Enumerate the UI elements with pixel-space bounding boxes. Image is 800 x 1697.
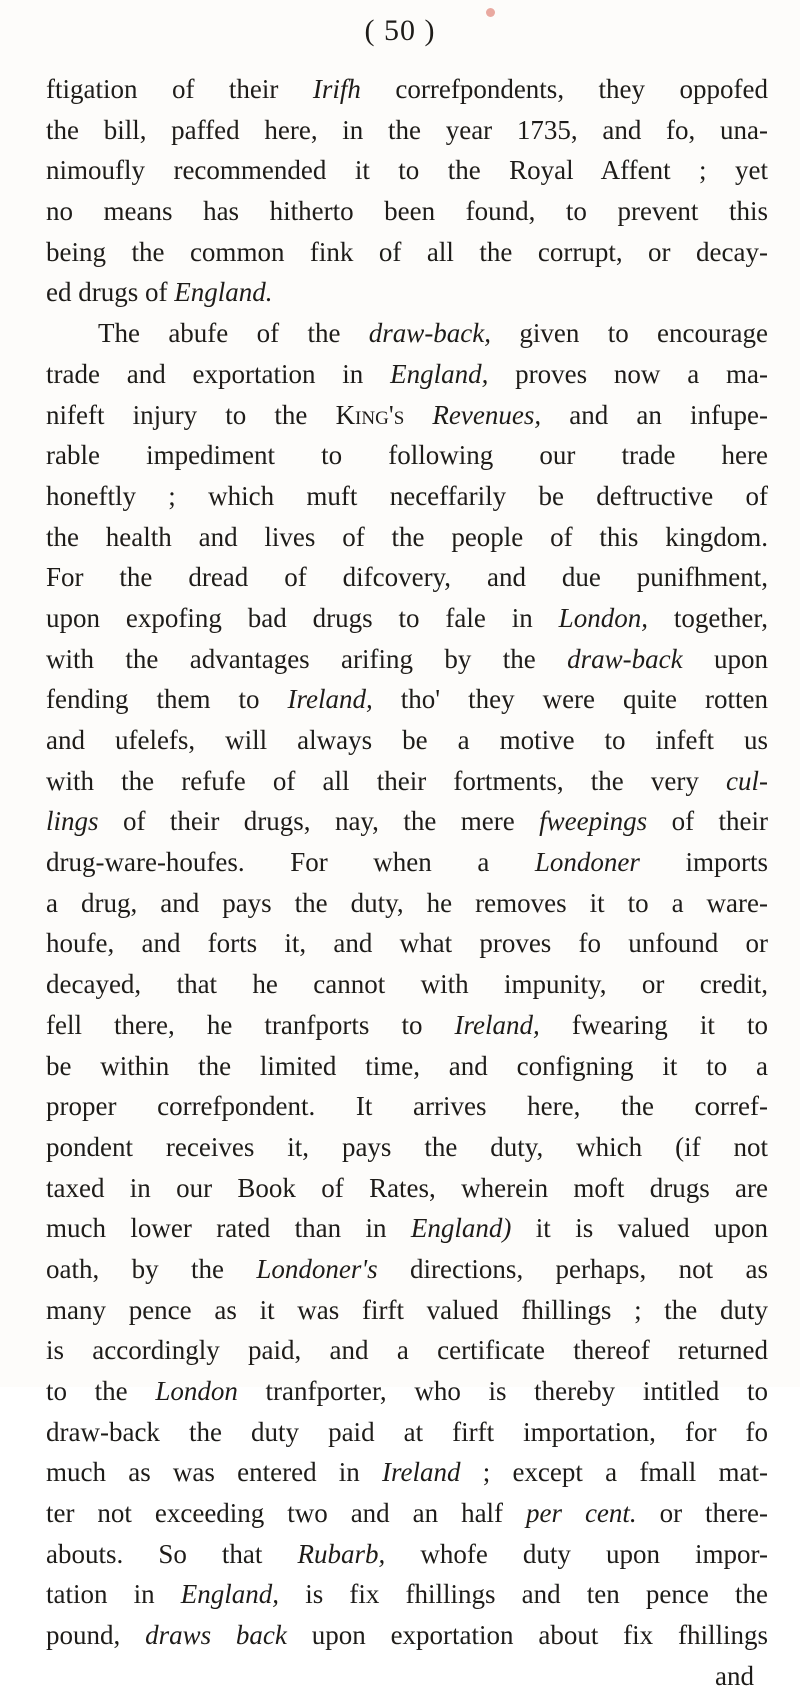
text-segment: and ufelefs, will always be a motive to infeft us xyxy=(46,725,768,755)
text-segment: and an infupe- xyxy=(541,399,769,430)
text-segment: proper correfpondent. It arrives here, the corref- xyxy=(46,1091,768,1122)
text-line xyxy=(46,639,768,680)
text-segment: directions, perhaps, not as xyxy=(377,1253,768,1284)
text-line xyxy=(46,1168,768,1209)
text-line xyxy=(46,801,768,842)
text-segment: correfpondents, they oppofed xyxy=(360,74,768,104)
text-line xyxy=(46,354,768,395)
text-segment: being the common fink of all the corrupt, or decay- xyxy=(46,236,768,267)
italic-text: Rubarb, xyxy=(297,1538,386,1569)
text-segment: proves now a ma- xyxy=(488,358,768,389)
text-line xyxy=(46,1574,768,1615)
italic-text: draw-back, xyxy=(368,318,492,349)
italic-text: Ireland, xyxy=(287,684,373,715)
text-segment: pound, xyxy=(46,1620,146,1651)
text-line xyxy=(46,1615,768,1656)
text-line xyxy=(46,1046,768,1087)
text-segment: upon expofing bad drugs to fale in xyxy=(46,602,559,633)
italic-text: England) xyxy=(410,1213,512,1244)
text-segment: houfe, and forts it, and what proves fo unfound or xyxy=(46,928,768,959)
text-segment: many pence as it was firft valued fhillings ; the duty xyxy=(46,1294,768,1325)
text-segment: ftigation of their xyxy=(46,74,313,104)
text-segment: ; except a fmall mat- xyxy=(460,1457,768,1488)
catchword: and xyxy=(715,1660,754,1691)
text-line xyxy=(46,1330,768,1371)
small-caps-text: King's xyxy=(335,399,405,430)
text-line xyxy=(46,1290,768,1331)
text-segment: tho' they were quite rotten xyxy=(372,684,769,715)
text-segment: upon xyxy=(682,643,768,674)
text-segment xyxy=(404,400,432,430)
text-segment: with the advantages arifing by the xyxy=(46,643,568,674)
text-line xyxy=(46,1127,768,1168)
text-line xyxy=(46,110,768,151)
text-segment: to the xyxy=(46,1376,156,1406)
text-line xyxy=(46,761,768,802)
text-segment: The abufe of the xyxy=(98,318,369,349)
text-segment: no means has hitherto been found, to prevent this xyxy=(46,196,768,227)
text-line xyxy=(46,232,768,273)
text-line xyxy=(46,150,768,191)
text-segment: upon exportation about fix fhillings xyxy=(286,1620,768,1651)
text-segment: taxed in our Book of Rates, wherein moft drugs are xyxy=(46,1172,768,1203)
text-segment: For the dread of difcovery, and due punifhment, xyxy=(46,562,768,593)
text-line xyxy=(46,1534,768,1575)
text-segment: ter not exceeding two and an half xyxy=(46,1498,526,1529)
text-segment: a drug, and pays the duty, he removes it to a ware- xyxy=(46,887,768,918)
text-segment: drug-ware-houfes. For when a xyxy=(46,847,535,878)
text-segment: whofe duty upon impor- xyxy=(385,1538,769,1569)
text-line xyxy=(46,679,768,720)
text-segment: be within the limited time, and configning it to a xyxy=(46,1050,768,1081)
text-line xyxy=(46,313,768,354)
text-line xyxy=(46,1249,768,1290)
text-segment: pondent receives it, pays the duty, which (if not xyxy=(46,1131,768,1162)
text-segment: given to encourage xyxy=(491,318,768,349)
text-segment: of their drugs, nay, the mere xyxy=(98,806,540,837)
text-line xyxy=(46,517,768,558)
text-line xyxy=(46,842,768,883)
italic-text: Londoner xyxy=(534,847,640,878)
text-segment: tranfporter, who is thereby intitled to xyxy=(237,1376,768,1406)
text-segment: the bill, paffed here, in the year 1735, and fo, una- xyxy=(46,114,768,145)
page-number: ( 50 ) xyxy=(364,14,436,47)
text-segment: or there- xyxy=(636,1498,769,1529)
text-segment: much as was entered in xyxy=(46,1457,383,1488)
italic-text: Irifh xyxy=(312,74,361,104)
text-segment: fending them to xyxy=(46,684,288,715)
text-segment: of their xyxy=(647,806,768,837)
text-line xyxy=(46,476,768,517)
text-segment: imports xyxy=(639,847,768,878)
text-line xyxy=(46,1493,768,1534)
italic-text: England, xyxy=(390,358,489,389)
text-line xyxy=(46,191,768,232)
text-segment: trade and exportation in xyxy=(46,358,391,389)
text-line xyxy=(46,435,768,476)
text-line xyxy=(46,1086,768,1127)
text-segment: oath, by the xyxy=(46,1253,257,1284)
italic-text: cul- xyxy=(726,765,768,796)
text-line xyxy=(46,1208,768,1249)
text-segment: decayed, that he cannot with impunity, or credit, xyxy=(46,969,768,1000)
text-segment: nifeft injury to the xyxy=(46,399,336,430)
text-line xyxy=(46,1371,768,1412)
text-segment: rable impediment to following our trade here xyxy=(46,440,768,471)
text-segment: fell there, he tranfports to xyxy=(46,1009,455,1040)
text-segment: fwearing it to xyxy=(539,1009,768,1040)
text-line xyxy=(46,964,768,1005)
italic-text: Londoner's xyxy=(256,1253,378,1284)
italic-text: London xyxy=(155,1376,238,1406)
text-line xyxy=(46,923,768,964)
text-line xyxy=(46,598,768,639)
text-segment: together, xyxy=(647,602,768,633)
italic-text: draws back xyxy=(145,1620,287,1651)
text-segment: draw-back the duty paid at firft importation, for fo xyxy=(46,1416,768,1447)
text-line xyxy=(46,395,768,436)
text-line xyxy=(46,272,768,313)
text-segment: is accordingly paid, and a certificate thereof returned xyxy=(46,1335,768,1366)
text-segment: is fix fhillings and ten pence the xyxy=(279,1579,768,1610)
text-segment: with the refufe of all their fortments, the very xyxy=(46,765,727,796)
italic-text: Ireland xyxy=(382,1457,461,1488)
italic-text: Ireland, xyxy=(454,1009,540,1040)
italic-text: London, xyxy=(558,602,648,633)
italic-text: draw-back xyxy=(567,643,683,674)
italic-text: England. xyxy=(174,277,273,308)
italic-text: Revenues, xyxy=(432,399,542,430)
text-segment: honeftly ; which muft neceffarily be deftructive of xyxy=(46,480,768,511)
text-line xyxy=(46,1412,768,1453)
body-text xyxy=(46,69,768,1697)
text-line xyxy=(46,1452,768,1493)
text-segment: it is valued upon xyxy=(511,1213,768,1244)
text-line xyxy=(46,1005,768,1046)
italic-text: fweepings xyxy=(539,806,648,837)
text-segment: the health and lives of the people of this kingdom. xyxy=(46,521,768,552)
text-line xyxy=(46,69,768,110)
text-line xyxy=(46,883,768,924)
text-segment: nimoufly recommended it to the Royal Affent ; yet xyxy=(46,155,768,186)
text-segment: abouts. So that xyxy=(46,1538,298,1569)
text-line xyxy=(46,720,768,761)
text-segment: tation in xyxy=(46,1579,181,1610)
italic-text: lings xyxy=(46,806,99,837)
text-line xyxy=(46,557,768,598)
text-segment: ed drugs of xyxy=(46,277,175,308)
text-segment: much lower rated than in xyxy=(46,1213,411,1244)
italic-text: England, xyxy=(180,1579,280,1610)
italic-text: per cent. xyxy=(526,1498,637,1529)
